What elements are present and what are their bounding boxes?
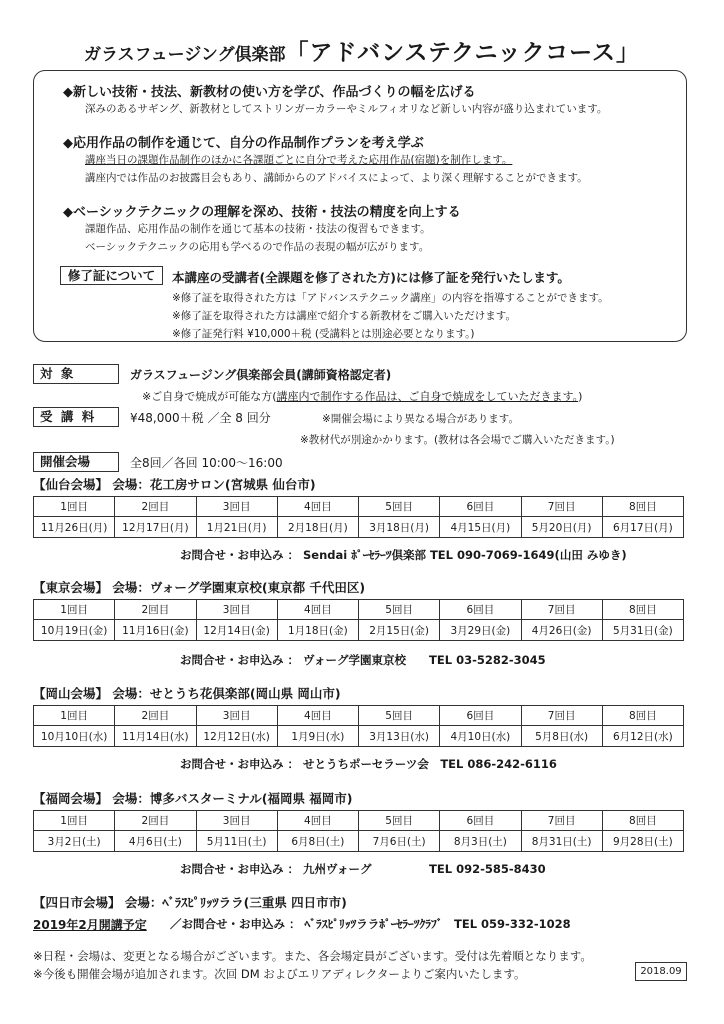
schedule-table-sendai xyxy=(33,496,684,538)
table-cell: 2月18日(月) xyxy=(277,517,358,538)
footnote: ※今後も開催会場が追加されます。次回 DM およびエリアディレクターよりご案内いたします。 xyxy=(33,967,526,981)
version-stamp: 2018.09 xyxy=(635,962,687,981)
contact-fukuoka: お問合せ・お申込み ： 九州ヴォーグ TEL 092-585-8430 xyxy=(180,862,546,876)
table-cell: 8回目 xyxy=(602,600,683,620)
table-cell: 11月16日(金) xyxy=(115,620,196,641)
table-cell: 5月11日(土) xyxy=(196,831,277,852)
table-cell: 1回目 xyxy=(34,706,115,726)
table-row xyxy=(34,706,684,726)
section-text: 深みのあるサギング、新教材としてストリンガーカラーやミルフィオリなど新しい内容が盛り込まれています。 xyxy=(85,103,608,115)
table-cell: 6月17日(月) xyxy=(602,517,683,538)
table-cell: 4月6日(土) xyxy=(115,831,196,852)
table-cell: 1回目 xyxy=(34,600,115,620)
certificate-note: ※修了証を取得された方は講座で紹介する新教材をご購入いただけます。 xyxy=(172,310,516,322)
schedule-value: 全8回／各回 10:00～16:00 xyxy=(130,456,283,470)
table-row xyxy=(34,600,684,620)
footnote: ※日程・会場は、変更となる場合がございます。また、各会場定員がございます。受付は先着順となります。 xyxy=(33,949,592,963)
contact-tokyo: お問合せ・お申込み ： ヴォーグ学園東京校 TEL 03-5282-3045 xyxy=(180,653,546,667)
schedule-table-tokyo xyxy=(33,599,684,641)
table-cell: 6回目 xyxy=(440,811,521,831)
section-text: 講座当日の課題作品制作のほかに各課題ごとに自分で考えた応用作品(宿題)を制作します。 xyxy=(85,154,513,166)
table-cell: 8回目 xyxy=(602,497,683,517)
table-cell: 3月13日(水) xyxy=(359,726,440,747)
table-cell: 7月6日(土) xyxy=(359,831,440,852)
table-cell: 4回目 xyxy=(277,600,358,620)
table-cell: 1月9日(水) xyxy=(277,726,358,747)
certificate-main: 本講座の受講者(全課題を修了された方)には修了証を発行いたします。 xyxy=(172,270,570,285)
table-cell: 3回目 xyxy=(196,706,277,726)
table-cell: 2回目 xyxy=(115,600,196,620)
table-cell: 3月29日(金) xyxy=(440,620,521,641)
table-cell: 4回目 xyxy=(277,811,358,831)
table-cell: 12月17日(月) xyxy=(115,517,196,538)
contact-okayama: お問合せ・お申込み ： せとうちポーセラーツ会 TEL 086-242-6116 xyxy=(180,757,557,771)
section-heading: ◆応用作品の制作を通じて、自分の作品制作プランを考え学ぶ xyxy=(63,136,424,151)
table-cell: 3回目 xyxy=(196,600,277,620)
table-cell: 9月28日(土) xyxy=(602,831,683,852)
table-cell: 2月15日(金) xyxy=(359,620,440,641)
table-cell: 5月20日(月) xyxy=(521,517,602,538)
table-cell: 8月3日(土) xyxy=(440,831,521,852)
certificate-label: 修了証について xyxy=(60,266,163,285)
fee-note: ※開催会場により異なる場合があります。 xyxy=(322,413,519,425)
table-cell: 7回目 xyxy=(521,706,602,726)
table-cell: 4回目 xyxy=(277,497,358,517)
table-cell: 4回目 xyxy=(277,706,358,726)
contact-sendai: お問合せ・お申込み ： Sendai ﾎﾟｰｾﾗｰﾂ倶楽部 TEL 090-7069-1649(山田 みゆき) xyxy=(180,548,627,562)
table-cell: 8回目 xyxy=(602,706,683,726)
certificate-note: ※修了証を取得された方は「アドバンステクニック講座」の内容を指導することができます。 xyxy=(172,292,609,304)
table-cell: 7回目 xyxy=(521,811,602,831)
venue-heading-yokkaichi: 【四日市会場】 会場：ﾍﾞﾗｽﾋﾟﾘｯﾂララ(三重県 四日市市) xyxy=(33,895,347,910)
table-cell: 7回目 xyxy=(521,600,602,620)
venue-heading-fukuoka: 【福岡会場】 会場：博多バスターミナル(福岡県 福岡市) xyxy=(33,791,353,806)
venue-heading-sendai: 【仙台会場】 会場：花工房サロン(宮城県 仙台市) xyxy=(33,477,316,492)
table-row xyxy=(34,726,684,747)
section-text: 講座内では作品のお披露目会もあり、講師からのアドバイスによって、より深く理解することができます。 xyxy=(85,172,588,184)
table-row xyxy=(34,517,684,538)
target-value: ガラスフュージング倶楽部会員(講師資格認定者) xyxy=(130,368,392,382)
target-note: ※ご自身で焼成が可能な方(講座内で制作する作品は、ご自身で焼成をしていただきます。) xyxy=(142,390,583,403)
target-label: 対 象 xyxy=(33,364,119,384)
table-cell: 7回目 xyxy=(521,497,602,517)
table-cell: 4月10日(水) xyxy=(440,726,521,747)
table-cell: 5回目 xyxy=(359,497,440,517)
table-cell: 2回目 xyxy=(115,811,196,831)
section-heading: ◆新しい技術・技法、新教材の使い方を学び、作品づくりの幅を広げる xyxy=(63,85,476,100)
venue-heading-okayama: 【岡山会場】 会場：せとうち花倶楽部(岡山県 岡山市) xyxy=(33,686,341,701)
table-cell: 5回目 xyxy=(359,600,440,620)
section-text: 課題作品、応用作品の制作を通じて基本の技術・技法の復習もできます。 xyxy=(85,223,431,235)
yokkaichi-plan: 2019年2月開講予定 xyxy=(33,918,147,932)
table-cell: 4月26日(金) xyxy=(521,620,602,641)
table-cell: 2回目 xyxy=(115,497,196,517)
table-cell: 6回目 xyxy=(440,497,521,517)
fee-note: ※教材代が別途かかります。(教材は各会場でご購入いただきます。) xyxy=(300,434,615,446)
schedule-table-fukuoka xyxy=(33,810,684,852)
table-cell: 6回目 xyxy=(440,706,521,726)
title-prefix: ガラスフュージング倶楽部 xyxy=(83,45,286,65)
schedule-table-okayama xyxy=(33,705,684,747)
table-row xyxy=(34,811,684,831)
table-row xyxy=(34,497,684,517)
certificate-note: ※修了証発行料 ¥10,000＋税 (受講料とは別途必要となります。) xyxy=(172,328,475,340)
table-cell: 11月14日(水) xyxy=(115,726,196,747)
table-cell: 12月14日(金) xyxy=(196,620,277,641)
table-cell: 10月10日(水) xyxy=(34,726,115,747)
table-cell: 5回目 xyxy=(359,706,440,726)
table-cell: 8回目 xyxy=(602,811,683,831)
venue-heading-tokyo: 【東京会場】 会場：ヴォーグ学園東京校(東京都 千代田区) xyxy=(33,580,366,595)
fee-label: 受 講 料 xyxy=(33,407,119,427)
table-cell: 6月8日(土) xyxy=(277,831,358,852)
table-cell: 8月31日(土) xyxy=(521,831,602,852)
table-cell: 4月15日(月) xyxy=(440,517,521,538)
table-cell: 6回目 xyxy=(440,600,521,620)
table-cell: 3月2日(土) xyxy=(34,831,115,852)
table-cell: 3回目 xyxy=(196,497,277,517)
table-cell: 3回目 xyxy=(196,811,277,831)
table-cell: 1回目 xyxy=(34,811,115,831)
table-cell: 1月18日(金) xyxy=(277,620,358,641)
table-cell: 1回目 xyxy=(34,497,115,517)
section-heading: ◆ベーシックテクニックの理解を深め、技術・技法の精度を向上する xyxy=(63,205,461,220)
fee-value: ¥48,000＋税 ／全 8 回分 xyxy=(130,411,271,425)
page-title xyxy=(0,34,724,67)
table-row xyxy=(34,620,684,641)
table-cell: 10月19日(金) xyxy=(34,620,115,641)
yokkaichi-contact: ／お問合せ・お申込み ： ﾍﾞﾗｽﾋﾟﾘｯﾂララﾎﾟｰｾﾗｰﾂｸﾗﾌﾞ TEL 059-332-1028 xyxy=(170,917,571,931)
table-cell: 5月31日(金) xyxy=(602,620,683,641)
table-row xyxy=(34,831,684,852)
table-cell: 3月18日(月) xyxy=(359,517,440,538)
table-cell: 6月12日(水) xyxy=(602,726,683,747)
title-main: 「アドバンステクニックコース」 xyxy=(285,40,641,66)
table-cell: 12月12日(水) xyxy=(196,726,277,747)
schedule-label: 開催会場 xyxy=(33,452,119,472)
table-cell: 1月21日(月) xyxy=(196,517,277,538)
table-cell: 2回目 xyxy=(115,706,196,726)
table-cell: 5回目 xyxy=(359,811,440,831)
table-cell: 5月8日(水) xyxy=(521,726,602,747)
section-text: ベーシックテクニックの応用も学べるので作品の表現の幅が広がります。 xyxy=(85,241,430,253)
table-cell: 11月26日(月) xyxy=(34,517,115,538)
